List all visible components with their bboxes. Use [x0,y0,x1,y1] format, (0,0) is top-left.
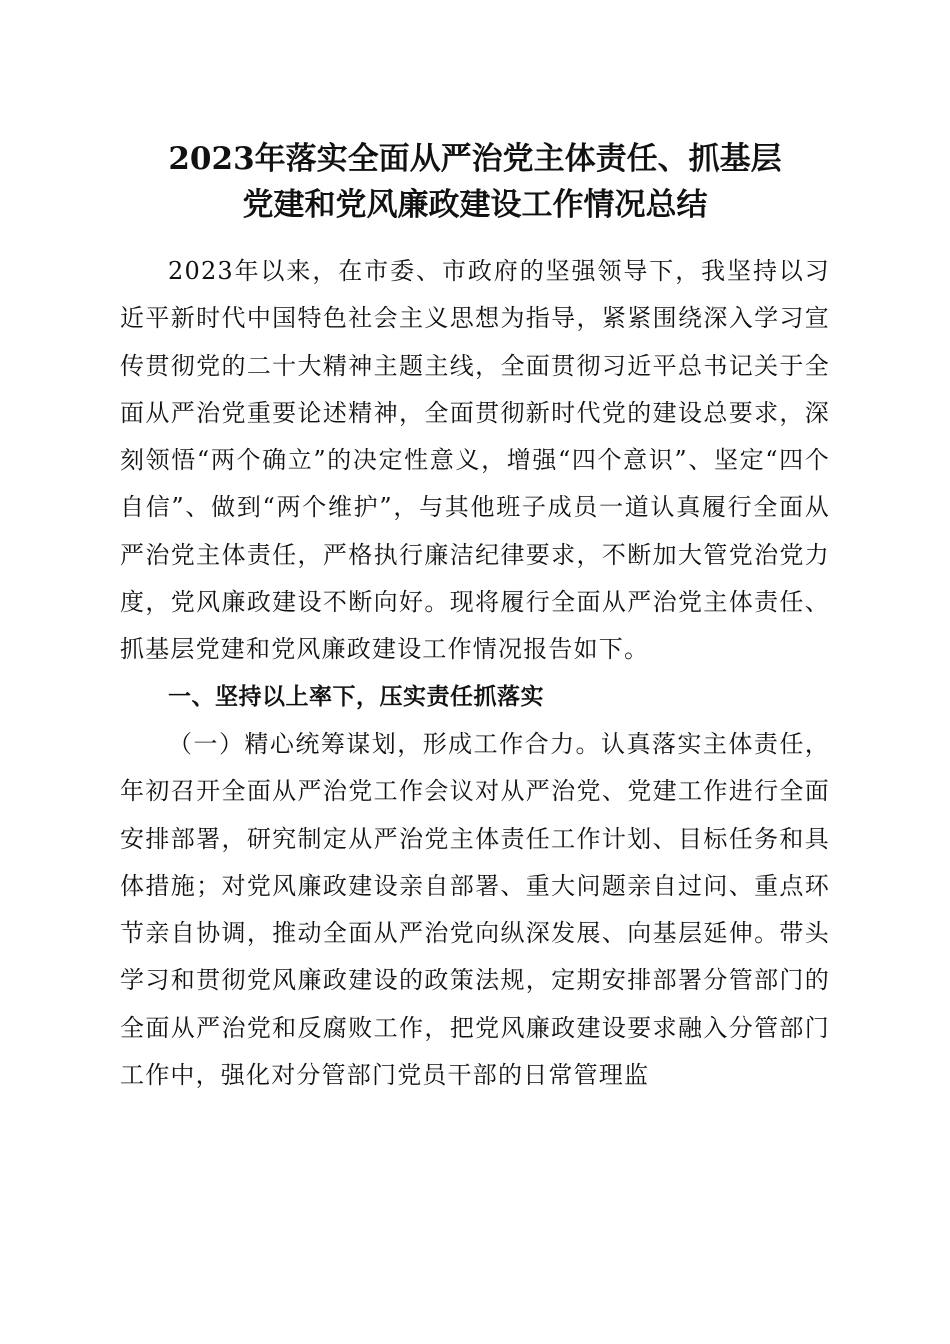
intro-paragraph: 2023年以来，在市委、市政府的坚强领导下，我坚持以习近平新时代中国特色社会主义思想为指导，紧紧围绕深入学习宣传贯彻党的二十大精神主题主线，全面贯彻习近平总书记关于全面从严治党重要论述精神，全面贯彻新时代党的建设总要求，深刻领悟“两个确立”的决定性意义，增强“四个意识”、坚定“四个自信”、做到“两个维护”，与其他班子成员一道认真履行全面从严治党主体责任，严格执行廉洁纪律要求，不断加大管党治党力度，党风廉政建设不断向好。现将履行全面从严治党主体责任、抓基层党建和党风廉政建设工作情况报告如下。 [120,257,830,664]
document-title-line-2: 党建和党风廉政建设工作情况总结 [242,187,708,223]
section-1-heading: 一、坚持以上率下，压实责任抓落实 [168,683,544,710]
subsection-1-body: 认真落实主体责任，年初召开全面从严治党工作会议对从严治党、党建工作进行全面安排部署，研究制定从严治党主体责任工作计划、目标任务和具体措施；对党风廉政建设亲自部署、重大问题亲自过问、重点环节亲自协调，推动全面从严治党向纵深发展、向基层延伸。带头学习和贯彻党风廉政建设的政策法规，定期安排部署分管部门的全面从严治党和反腐败工作，把党风廉政建设要求融入分管部门工作中，强化对分管部门党员干部的日常管理监 [120,729,830,1090]
subsection-1-title: （一）精心统筹谋划，形成工作合力。 [168,729,602,758]
document-body [120,248,830,1099]
section-1-subsection-1 [120,721,830,1099]
document-title-line-1: 2023年落实全面从严治党主体责任、抓基层 [168,141,782,177]
document-title [100,136,850,228]
